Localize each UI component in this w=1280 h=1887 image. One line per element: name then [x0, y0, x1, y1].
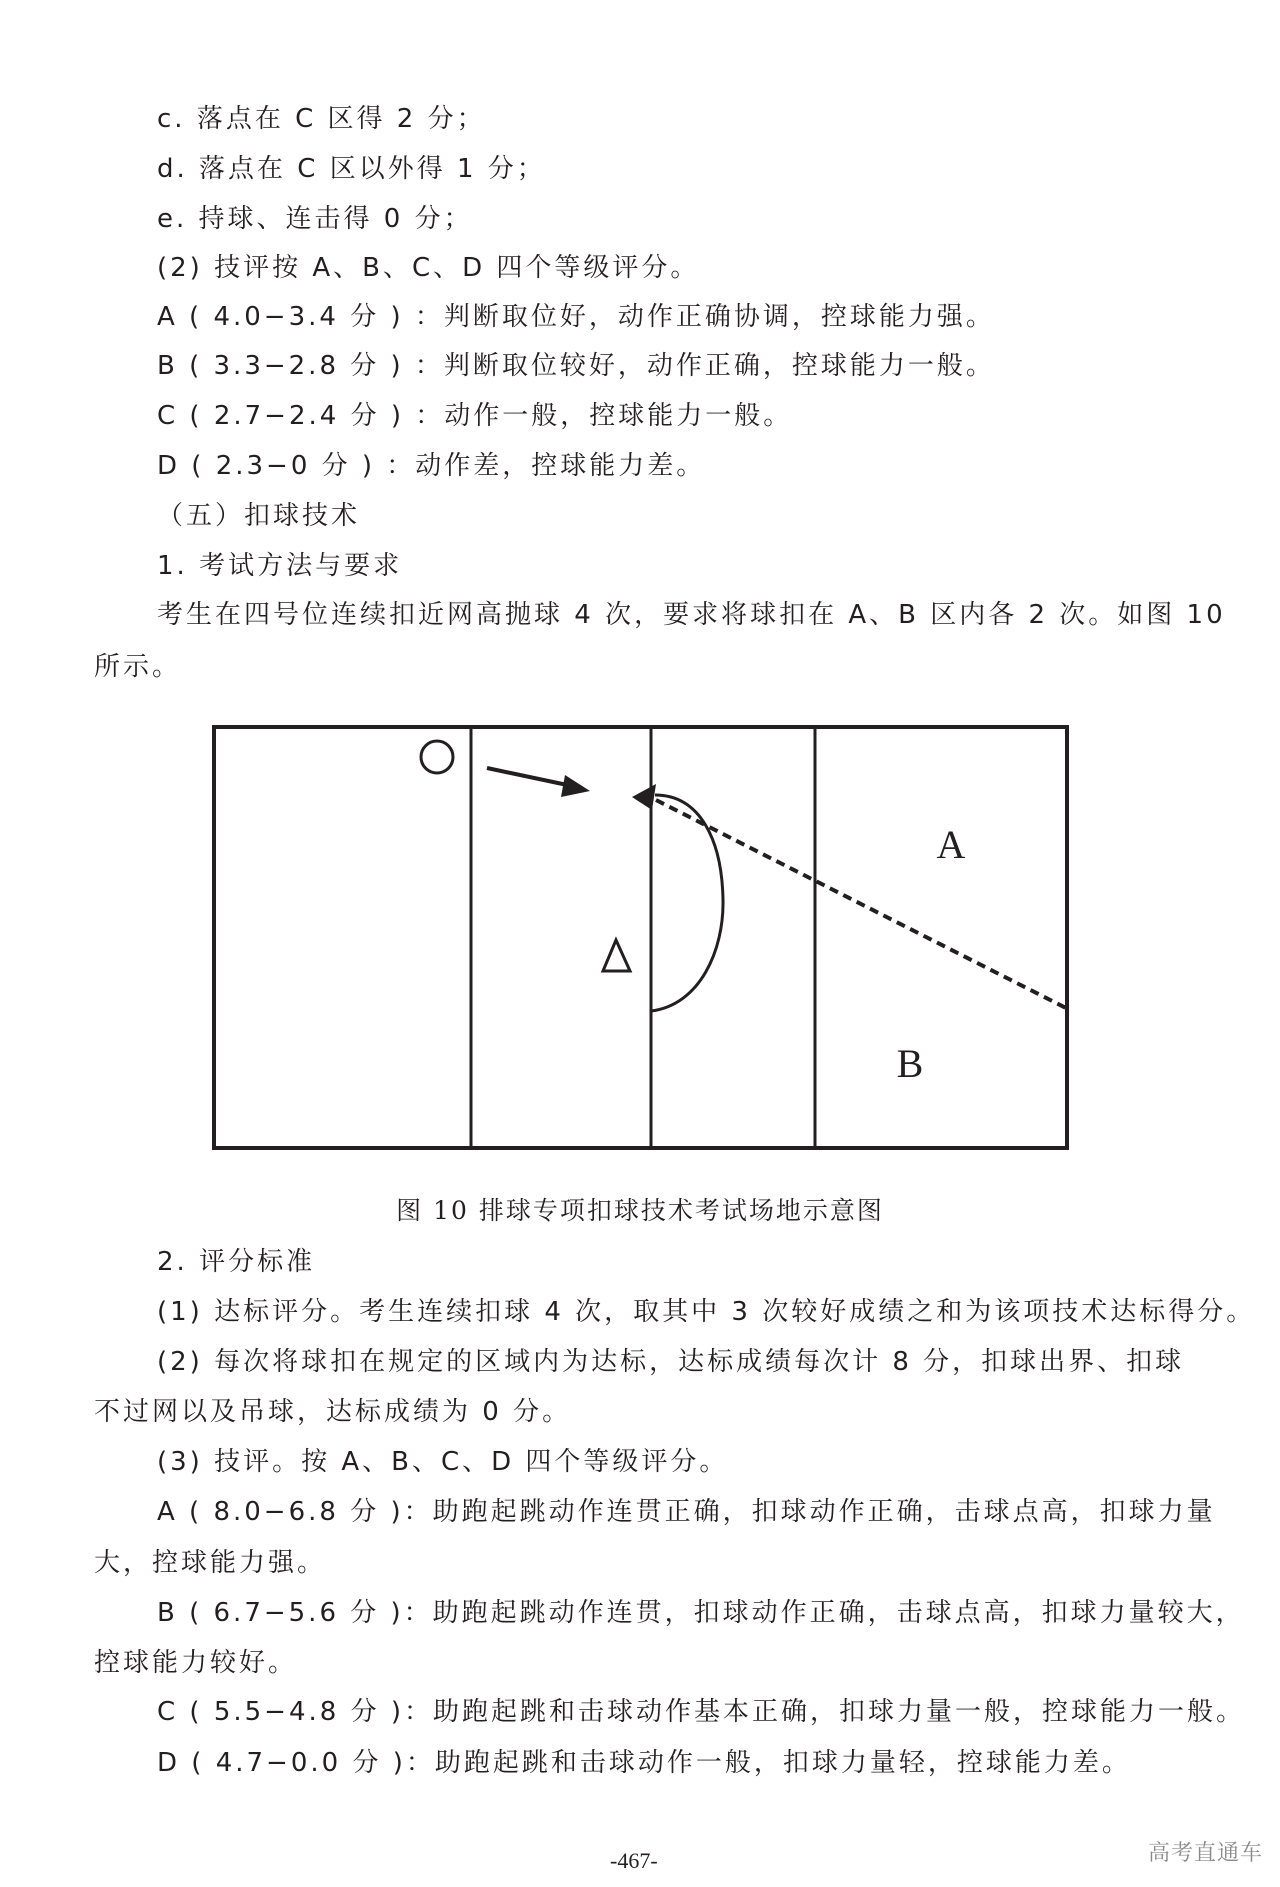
- standard-scoring-1: (1) 达标评分。考生连续扣球 4 次，取其中 3 次较好成绩之和为该项技术达标得分。: [157, 1297, 1256, 1327]
- subheading-scoring: 2. 评分标准: [157, 1247, 316, 1277]
- method-paragraph: 考生在四号位连续扣近网高抛球 4 次，要求将球扣在 A、B 区内各 2 次。如图 10: [157, 600, 1226, 630]
- grade-b: B ( 3.3−2.8 分 ) ：判断取位较好，动作正确，控球能力一般。: [157, 351, 995, 381]
- grade-c: C ( 2.7−2.4 分 ) ：动作一般，控球能力一般。: [157, 401, 793, 431]
- figure-caption: 图 10 排球专项扣球技术考试场地示意图: [396, 1196, 884, 1225]
- approach-arrow-head-icon: [632, 784, 656, 810]
- scoring-item-e: e. 持球、连击得 0 分；: [157, 204, 473, 234]
- technique-grading-intro: (2) 技评按 A、B、C、D 四个等级评分。: [157, 253, 700, 283]
- set-arrow-icon: [487, 768, 572, 786]
- page-number: -467-: [610, 1848, 658, 1873]
- spike-grade-d: D ( 4.7−0.0 分 )：助跑起跳和击球动作一般，扣球力量轻，控球能力差。: [157, 1748, 1131, 1778]
- watermark: 高考直通车: [1148, 1841, 1264, 1866]
- spike-grade-b-cont: 控球能力较好。: [94, 1648, 298, 1678]
- set-arrow-head-icon: [561, 775, 590, 797]
- spike-grade-b: B ( 6.7−5.6 分 )：助跑起跳动作连贯，扣球动作正确，击球点高，扣球力量较大，: [157, 1598, 1245, 1628]
- setter-circle-icon: [421, 741, 453, 773]
- section-heading-spike: （五）扣球技术: [157, 501, 361, 531]
- spike-grade-c: C ( 5.5−4.8 分 )：助跑起跳和击球动作基本正确，扣球力量一般，控球能力一般。: [157, 1697, 1245, 1727]
- grade-d: D ( 2.3−0 分 ) ：动作差，控球能力差。: [157, 451, 706, 481]
- attacker-triangle-icon: [603, 940, 630, 971]
- scoring-item-d: d. 落点在 C 区以外得 1 分；: [157, 154, 546, 184]
- court-boundary: [214, 727, 1067, 1148]
- spike-grade-a-cont: 大，控球能力强。: [94, 1548, 327, 1578]
- subheading-method: 1. 考试方法与要求: [157, 551, 403, 581]
- method-paragraph-cont: 所示。: [94, 652, 182, 682]
- spike-trajectory: [656, 800, 1066, 1008]
- standard-scoring-2: (2) 每次将球扣在规定的区域内为达标，达标成绩每次计 8 分，扣球出界、扣球: [157, 1347, 1185, 1377]
- standard-scoring-2-cont: 不过网以及吊球，达标成绩为 0 分。: [94, 1397, 572, 1427]
- zone-b-label: B: [896, 1041, 924, 1086]
- grade-a: A ( 4.0−3.4 分 ) ：判断取位好，动作正确协调，控球能力强。: [157, 302, 995, 332]
- zone-a-label: A: [936, 822, 966, 867]
- spike-grade-a: A ( 8.0−6.8 分 )：助跑起跳动作连贯正确，扣球动作正确，击球点高，扣球力量: [157, 1497, 1216, 1527]
- technique-grading-3: (3) 技评。按 A、B、C、D 四个等级评分。: [157, 1447, 729, 1477]
- scoring-item-c: c. 落点在 C 区得 2 分；: [157, 104, 486, 134]
